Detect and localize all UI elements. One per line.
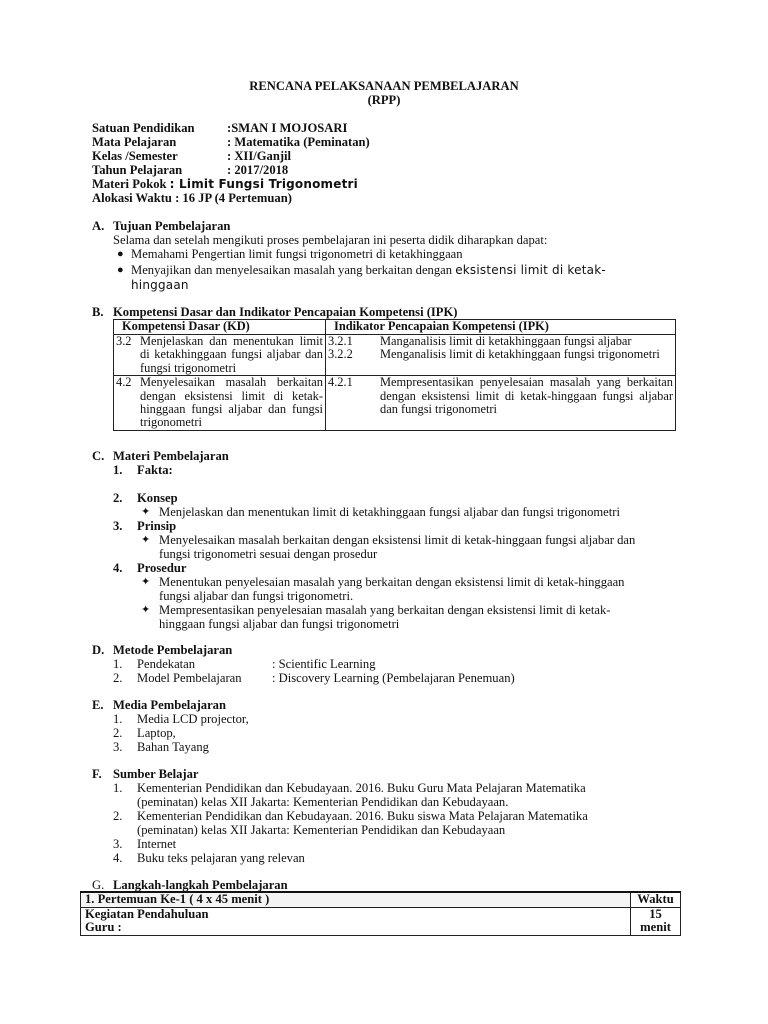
prosedur-label: Prosedur xyxy=(137,561,187,575)
info-mapel: Mata Pelajaran : Matematika (Peminatan) xyxy=(92,135,370,149)
section-c-title: Materi Pembelajaran xyxy=(113,449,229,463)
section-b-title: Kompetensi Dasar dan Indikator Pencapaian Kompetensi (IPK) xyxy=(113,305,458,319)
prosedur-item1: Menentukan penyelesaian masalah yang berkaitan dengan eksistensi limit di ketak-hinggaan xyxy=(159,575,625,589)
sumber-item-cont: (peminatan) kelas XII Jakarta: Kementerian Pendidikan dan Kebudayaan. xyxy=(137,795,509,809)
prinsip-item-cont: fungsi trigonometri sesuai dengan prosedur xyxy=(159,547,378,561)
kegiatan-cell: Kegiatan Pendahuluan Guru : xyxy=(81,907,631,935)
sumber-item: Internet xyxy=(137,837,177,851)
section-e-letter: E. xyxy=(92,698,104,712)
info-tahun: Tahun Pelajaran : 2017/2018 xyxy=(92,163,289,177)
table-header-row xyxy=(81,892,681,907)
section-a-letter: A. xyxy=(92,219,105,233)
sumber-item: Buku teks pelajaran yang relevan xyxy=(137,851,305,865)
prosedur-item2: Mempresentasikan penyelesaian masalah yang berkaitan dengan eksistensi limit di ketak- xyxy=(159,603,611,617)
metode-label: Model Pembelajaran xyxy=(137,671,242,685)
table-row xyxy=(81,907,681,935)
bullet-icon: ● xyxy=(117,264,124,276)
section-a-bullet2: Menyajikan dan menyelesaikan masalah yang berkaitan dengan eksistensi limit di ketak- xyxy=(131,263,606,277)
sumber-item: Kementerian Pendidikan dan Kebudayaan. 2016. Buku siswa Mata Pelajaran Matematika xyxy=(137,809,588,823)
document-subtitle: (RPP) xyxy=(367,93,401,107)
section-g-title: Langkah-langkah Pembelajaran xyxy=(113,878,288,892)
section-g-letter: G. xyxy=(92,878,105,892)
fakta-label: Fakta: xyxy=(137,463,173,477)
kd-ipk-table xyxy=(113,319,676,431)
metode-value: : Discovery Learning (Pembelajaran Penemuan) xyxy=(272,671,515,685)
prosedur-item1-cont: fungsi aljabar dan fungsi trigonometri. xyxy=(159,589,354,603)
media-item: Bahan Tayang xyxy=(137,740,209,754)
section-e-title: Media Pembelajaran xyxy=(113,698,226,712)
info-satuan: Satuan Pendidikan :SMAN I MOJOSARI xyxy=(92,121,348,135)
metode-label: Pendekatan xyxy=(137,657,196,671)
section-a-intro: Selama dan setelah mengikuti proses pembelajaran ini peserta didik diharapkan dapat: xyxy=(113,233,548,247)
cross-bullet-icon: ✦ xyxy=(141,533,151,546)
ipk-cell: 3.2.1 Manganalisis limit di ketakhinggaan fungsi aljabar 3.2.2 Menganalisis limit di ketakhinggaan fungsi trigonometri xyxy=(326,335,676,376)
table-header-row xyxy=(114,320,676,335)
media-item: Media LCD projector, xyxy=(137,712,249,726)
media-item: Laptop, xyxy=(137,726,176,740)
pertemuan-header: 1. Pertemuan Ke-1 ( 4 x 45 menit ) xyxy=(81,892,631,907)
rpp-document: RENCANA PELAKSANAAN PEMBELAJARAN (RPP) Satuan Pendidikan :SMAN I MOJOSARI Mata Pelajaran : Matematika (Peminatan) Kelas /Semester : XII/Ganjil Tahun Pelajaran : 2017/2018 Materi Pokok : Limit Fungsi Trigonometri Alokasi Waktu : 16 JP (4 Pertemuan) A. Tujuan Pembelajaran Selama dan setelah mengikuti proses pembelajaran ini peserta didik diharapkan dapat: ● Memahami Pengertian limit fungsi trigonometri di ketakhinggaan ● Menyajikan dan menyelesaikan masalah yang berkaitan dengan eksistensi limit di ketak- hinggaan B. Kompetensi Dasar dan Indikator Pencapaian Kompetensi (IPK) Kompetensi Dasar (KD) Indikator Pencapaian Kompetensi (IPK) 3.2 Menjelaskan dan menentukan limit di ketakhinggaan fungsi aljabar dan fungsi trigonometri 3.2.1 Manganalisis limit di ketakhinggaan fungsi aljabar 3.2.2 Menganalisis limit di ketakhinggaan fungsi trigonometri 4.2 Menyelesaikan masalah berkaitan dengan eksistensi limit di ketak-hinggaan fungsi aljabar dan fungsi trigonometri 4.2.1 Mempresentasikan penyelesaian masalah yang berkaitan dengan eksistensi limit di ketak-hinggaan fungsi aljabar dan fungsi trigonometri C. Materi Pembelajaran 1. Fakta: 2. Konsep ✦ Menjelaskan dan menentukan limit di ketakhinggaan fungsi aljabar dan fungsi trigonometri 3. Prinsip ✦ Menyelesaikan masalah berkaitan dengan eksistensi limit di ketak-hinggaan fungsi aljabar dan fungsi trigonometri sesuai dengan prosedur 4. Prosedur ✦ Menentukan penyelesaian masalah yang berkaitan dengan eksistensi limit di ketak-hinggaan fungsi aljabar dan fungsi trigonometri. ✦ Mempresentasikan penyelesaian masalah yang berkaitan dengan eksistensi limit di ketak- hinggaan fungsi aljabar dan fungsi trigonometri D. Metode Pembelajaran 1. Pendekatan : Scientific Learning 2. Model Pembelajaran : Discovery Learning (Pembelajaran Penemuan) E. Media Pembelajaran 1. Media LCD projector, 2. Laptop, 3. Bahan Tayang F. Sumber Belajar 1. Kementerian Pendidikan dan Kebudayaan. 2016. Buku Guru Mata Pelajaran Matematika (peminatan) kelas XII Jakarta: Kementerian Pendidikan dan Kebudayaan. 2. Kementerian Pendidikan dan Kebudayaan. 2016. Buku siswa Mata Pelajaran Matematika (peminatan) kelas XII Jakarta: Kementerian Pendidikan dan Kebudayaan 3. Internet 4. Buku teks pelajaran yang relevan G. Langkah-langkah Pembelajaran 1. Pertemuan Ke-1 ( 4 x 45 menit ) Waktu Kegiatan Pendahuluan Guru : 15 menit xyxy=(0,0,768,1024)
waktu-header: Waktu xyxy=(631,892,681,907)
section-c-letter: C. xyxy=(92,449,105,463)
cross-bullet-icon: ✦ xyxy=(141,575,151,588)
info-alokasi: Alokasi Waktu : 16 JP (4 Pertemuan) xyxy=(92,191,292,205)
document-title: RENCANA PELAKSANAAN PEMBELAJARAN xyxy=(249,79,519,93)
table-header-ipk: Indikator Pencapaian Kompetensi (IPK) xyxy=(326,320,676,335)
section-a-bullet2-cont: hinggaan xyxy=(131,278,189,292)
prinsip-label: Prinsip xyxy=(137,519,177,533)
konsep-label: Konsep xyxy=(137,491,178,505)
langkah-table xyxy=(80,891,681,936)
kd-cell: 4.2 Menyelesaikan masalah berkaitan dengan eksistensi limit di ketak-hinggaan fungsi aljabar dan fungsi trigonometri xyxy=(114,376,326,431)
section-d-letter: D. xyxy=(92,643,105,657)
kd-cell: 3.2 Menjelaskan dan menentukan limit di ketakhinggaan fungsi aljabar dan fungsi trigonometri xyxy=(114,335,326,376)
section-d-title: Metode Pembelajaran xyxy=(113,643,233,657)
cross-bullet-icon: ✦ xyxy=(141,603,151,616)
table-header-kd: Kompetensi Dasar (KD) xyxy=(114,320,326,335)
table-row xyxy=(114,376,676,431)
bullet-icon: ● xyxy=(117,248,124,260)
info-materi-pokok: Materi Pokok : Limit Fungsi Trigonometri xyxy=(92,177,358,191)
ipk-cell: 4.2.1 Mempresentasikan penyelesaian masalah yang berkaitan dengan eksistensi limit di ketak-hinggaan fungsi aljabar dan fungsi trigonometri xyxy=(326,376,676,431)
section-f-title: Sumber Belajar xyxy=(113,767,199,781)
durasi-cell: 15 menit xyxy=(631,907,681,935)
section-a-bullet1: Memahami Pengertian limit fungsi trigonometri di ketakhinggaan xyxy=(131,247,463,261)
info-kelas: Kelas /Semester : XII/Ganjil xyxy=(92,149,292,163)
section-f-letter: F. xyxy=(92,767,102,781)
prosedur-item2-cont: hinggaan fungsi aljabar dan fungsi trigonometri xyxy=(159,617,400,631)
metode-value: : Scientific Learning xyxy=(272,657,376,671)
cross-bullet-icon: ✦ xyxy=(141,505,151,518)
table-row xyxy=(114,335,676,376)
section-a-title: Tujuan Pembelajaran xyxy=(113,219,231,233)
prinsip-item: Menyelesaikan masalah berkaitan dengan eksistensi limit di ketak-hinggaan fungsi aljabar dan xyxy=(159,533,636,547)
konsep-item: Menjelaskan dan menentukan limit di ketakhinggaan fungsi aljabar dan fungsi trigonometri xyxy=(159,505,620,519)
sumber-item-cont: (peminatan) kelas XII Jakarta: Kementerian Pendidikan dan Kebudayaan xyxy=(137,823,506,837)
sumber-item: Kementerian Pendidikan dan Kebudayaan. 2016. Buku Guru Mata Pelajaran Matematika xyxy=(137,781,586,795)
section-b-letter: B. xyxy=(92,305,104,319)
